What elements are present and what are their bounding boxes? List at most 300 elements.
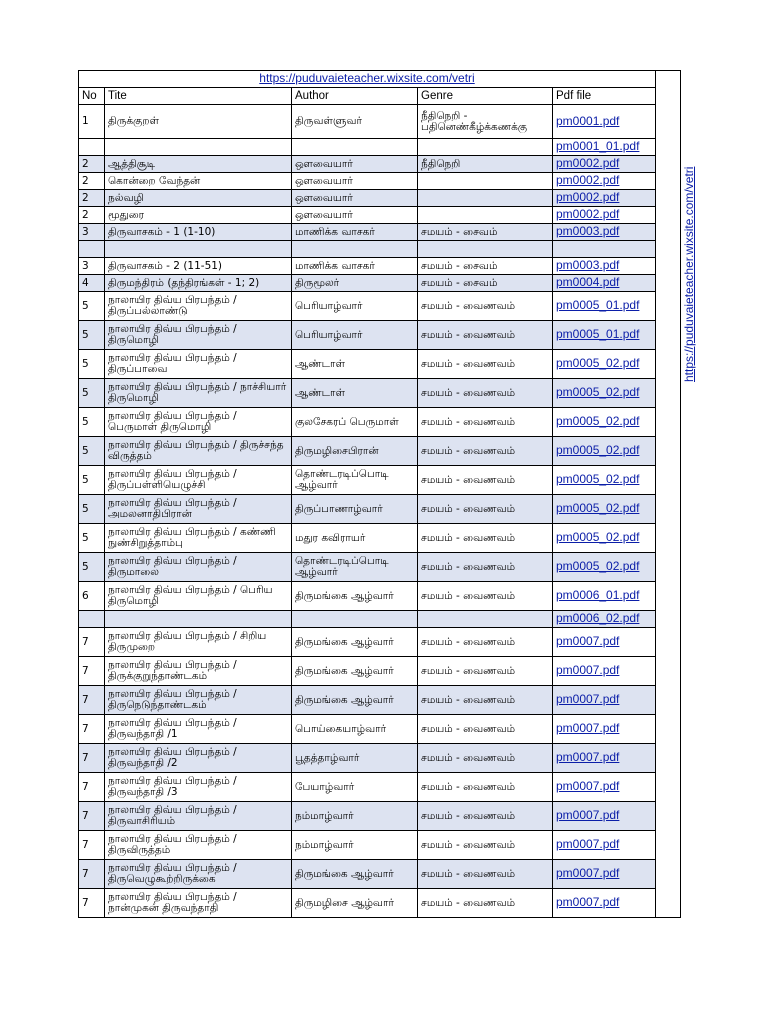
cell-title	[105, 802, 292, 831]
cell-author	[292, 350, 418, 379]
table-row	[79, 241, 681, 258]
table-row	[79, 495, 681, 524]
pdf-link[interactable]: pm0003.pdf	[556, 224, 620, 238]
cell-pdf	[553, 105, 656, 139]
pdf-link[interactable]: pm0005_01.pdf	[556, 327, 640, 341]
cell-pdf	[553, 258, 656, 275]
cell-author-text: திருமங்கை ஆழ்வார்	[295, 635, 394, 648]
cell-no	[79, 553, 105, 582]
cell-pdf	[553, 686, 656, 715]
cell-genre	[418, 190, 553, 207]
pdf-link[interactable]: pm0007.pdf	[556, 692, 620, 706]
cell-author	[292, 831, 418, 860]
cell-no	[79, 802, 105, 831]
cell-pdf	[553, 860, 656, 889]
pdf-link[interactable]: pm0007.pdf	[556, 808, 620, 822]
cell-no-text: 5	[82, 560, 89, 573]
cell-genre	[418, 860, 553, 889]
cell-title-text: நாலாயிர திவ்ய பிரபந்தம் / திருப்பாவை	[108, 352, 237, 375]
cell-no-text: 7	[82, 896, 89, 909]
cell-title	[105, 524, 292, 553]
table-row	[79, 105, 681, 139]
pdf-link[interactable]: pm0004.pdf	[556, 275, 620, 289]
cell-pdf	[553, 173, 656, 190]
cell-genre	[418, 657, 553, 686]
cell-pdf	[553, 466, 656, 495]
cell-title-text: நாலாயிர திவ்ய பிரபந்தம் / கண்ணி நுண்சிறுத்தாம்பு	[108, 526, 276, 549]
table-row	[79, 860, 681, 889]
cell-genre-text: சமயம் - சைவம்	[421, 259, 498, 272]
cell-title	[105, 224, 292, 241]
cell-pdf	[553, 408, 656, 437]
cell-author	[292, 173, 418, 190]
cell-genre-text: சமயம் - வைணவம்	[421, 444, 516, 457]
cell-author-text: நம்மாழ்வார்	[295, 838, 354, 851]
pdf-link[interactable]: pm0001.pdf	[556, 113, 620, 128]
cell-author	[292, 156, 418, 173]
cell-title-text: நாலாயிர திவ்ய பிரபந்தம் / பெரிய திருமொழி	[108, 584, 273, 607]
cell-pdf	[553, 292, 656, 321]
cell-pdf	[553, 437, 656, 466]
cell-genre-text: சமயம் - வைணவம்	[421, 838, 516, 851]
cell-title-text: நாலாயிர திவ்ய பிரபந்தம் / பெருமாள் திருமொழி	[108, 410, 237, 433]
cell-genre	[418, 139, 553, 156]
cell-no	[79, 173, 105, 190]
cell-author-text: திருமூலர்	[295, 276, 340, 289]
side-margin-cell	[656, 71, 681, 918]
cell-title-text: நாலாயிர திவ்ய பிரபந்தம் / திருவந்தாதி /1	[108, 717, 237, 740]
site-url-link[interactable]: https://puduvaieteacher.wixsite.com/vetri	[259, 71, 475, 85]
pdf-link[interactable]: pm0002.pdf	[556, 190, 620, 204]
cell-author	[292, 524, 418, 553]
cell-genre	[418, 173, 553, 190]
cell-author	[292, 190, 418, 207]
pdf-link[interactable]: pm0005_02.pdf	[556, 530, 640, 544]
cell-title	[105, 292, 292, 321]
cell-no	[79, 437, 105, 466]
cell-genre-text: சமயம் - வைணவம்	[421, 589, 516, 602]
cell-title-text: திருக்குறள்	[108, 115, 159, 127]
cell-no-text: 5	[82, 299, 89, 312]
cell-author	[292, 258, 418, 275]
cell-genre	[418, 408, 553, 437]
cell-genre	[418, 207, 553, 224]
cell-genre	[418, 258, 553, 275]
pdf-link[interactable]: pm0002.pdf	[556, 207, 620, 221]
cell-author-text: மாணிக்க வாசகர்	[295, 225, 375, 238]
table-row	[79, 379, 681, 408]
cell-pdf	[553, 744, 656, 773]
cell-author	[292, 321, 418, 350]
cell-author	[292, 715, 418, 744]
table-row	[79, 715, 681, 744]
pdf-link[interactable]: pm0003.pdf	[556, 258, 620, 272]
cell-genre	[418, 350, 553, 379]
cell-author	[292, 495, 418, 524]
cell-author	[292, 628, 418, 657]
cell-no	[79, 350, 105, 379]
cell-no-text: 7	[82, 751, 89, 764]
cell-no	[79, 190, 105, 207]
cell-title	[105, 715, 292, 744]
cell-author-text: திருமங்கை ஆழ்வார்	[295, 693, 394, 706]
cell-no-text: 2	[82, 157, 89, 170]
table-row	[79, 553, 681, 582]
table-row	[79, 292, 681, 321]
cell-no	[79, 715, 105, 744]
cell-author	[292, 860, 418, 889]
cell-author	[292, 553, 418, 582]
cell-author-text: குலசேகரப் பெருமாள்	[295, 415, 399, 428]
table-row	[79, 437, 681, 466]
pdf-link[interactable]: pm0007.pdf	[556, 895, 620, 909]
header-pdf: Pdf file	[553, 88, 656, 105]
cell-pdf	[553, 715, 656, 744]
cell-title	[105, 744, 292, 773]
cell-title	[105, 553, 292, 582]
table-row	[79, 744, 681, 773]
cell-no	[79, 408, 105, 437]
table-row	[79, 173, 681, 190]
cell-pdf	[553, 156, 656, 173]
cell-title	[105, 408, 292, 437]
cell-no	[79, 860, 105, 889]
cell-genre-text: சமயம் - சைவம்	[421, 276, 498, 289]
cell-genre	[418, 437, 553, 466]
cell-pdf	[553, 582, 656, 611]
table-row	[79, 524, 681, 553]
pdf-link[interactable]: pm0002.pdf	[556, 173, 620, 187]
cell-genre	[418, 275, 553, 292]
cell-title	[105, 860, 292, 889]
cell-author	[292, 408, 418, 437]
cell-author	[292, 437, 418, 466]
cell-no	[79, 258, 105, 275]
cell-no	[79, 889, 105, 918]
pdf-link[interactable]: pm0007.pdf	[556, 779, 620, 793]
cell-no-text: 3	[82, 259, 89, 272]
cell-title-text: மூதுரை	[108, 208, 145, 221]
header-author: Author	[292, 88, 418, 105]
cell-author	[292, 773, 418, 802]
cell-genre-text: சமயம் - வைணவம்	[421, 867, 516, 880]
table-row	[79, 466, 681, 495]
cell-pdf	[553, 275, 656, 292]
pdf-link[interactable]: pm0006_02.pdf	[556, 611, 640, 625]
cell-author-text: ஆண்டாள்	[295, 386, 345, 399]
cell-author-text: ஔவையார்	[295, 174, 353, 187]
cell-no	[79, 105, 105, 139]
pdf-link[interactable]: pm0005_02.pdf	[556, 356, 640, 370]
cell-genre-text: சமயம் - வைணவம்	[421, 357, 516, 370]
cell-author-text: ஆண்டாள்	[295, 357, 345, 370]
cell-no	[79, 582, 105, 611]
table-row	[79, 628, 681, 657]
cell-author-text: மதுர கவிராயர்	[295, 531, 366, 544]
cell-author	[292, 207, 418, 224]
cell-pdf	[553, 553, 656, 582]
cell-title-text: நாலாயிர திவ்ய பிரபந்தம் / திருவிருத்தம்	[108, 833, 237, 856]
cell-pdf	[553, 611, 656, 628]
cell-genre	[418, 611, 553, 628]
cell-author-text: தொண்டரடிப்பொடி ஆழ்வார்	[295, 468, 389, 491]
cell-author-text: பெரியாழ்வார்	[295, 299, 363, 312]
url-row	[79, 71, 681, 88]
pdf-link[interactable]: pm0001_01.pdf	[556, 139, 640, 153]
cell-no	[79, 321, 105, 350]
cell-genre	[418, 773, 553, 802]
cell-author	[292, 139, 418, 156]
cell-title	[105, 437, 292, 466]
cell-author	[292, 275, 418, 292]
table-row	[79, 611, 681, 628]
table-row	[79, 802, 681, 831]
table-row	[79, 275, 681, 292]
cell-title-text: நாலாயிர திவ்ய பிரபந்தம் / அமலனாதிபிரான்	[108, 497, 237, 520]
cell-author	[292, 657, 418, 686]
cell-pdf	[553, 657, 656, 686]
cell-author-text: ஔவையார்	[295, 157, 353, 170]
cell-title-text: திருவாசகம் - 1 (1-10)	[108, 225, 216, 238]
cell-author	[292, 611, 418, 628]
cell-no-text: 1	[82, 115, 89, 127]
cell-title	[105, 773, 292, 802]
cell-no	[79, 628, 105, 657]
pdf-link[interactable]: pm0007.pdf	[556, 750, 620, 764]
cell-author-text: திருப்பாணாழ்வார்	[295, 502, 383, 515]
pdf-link[interactable]: pm0002.pdf	[556, 156, 620, 170]
cell-genre	[418, 831, 553, 860]
cell-title-text: நாலாயிர திவ்ய பிரபந்தம் / நாச்சியார் திருமொழி	[108, 381, 287, 404]
pdf-link[interactable]: pm0006_01.pdf	[556, 588, 640, 602]
cell-no	[79, 292, 105, 321]
cell-author-text: ஔவையார்	[295, 191, 353, 204]
pdf-link[interactable]: pm0005_02.pdf	[556, 472, 640, 486]
table-row	[79, 831, 681, 860]
cell-pdf	[553, 321, 656, 350]
table-row	[79, 321, 681, 350]
cell-genre-text: சமயம் - வைணவம்	[421, 415, 516, 428]
cell-author-text: பெரியாழ்வார்	[295, 328, 363, 341]
cell-no	[79, 466, 105, 495]
cell-author-text: பொய்கையாழ்வார்	[295, 722, 387, 735]
cell-title	[105, 466, 292, 495]
cell-genre-text: சமயம் - வைணவம்	[421, 386, 516, 399]
cell-no-text: 7	[82, 867, 89, 880]
cell-genre	[418, 582, 553, 611]
cell-title-text: நாலாயிர திவ்ய பிரபந்தம் / திருச்சந்த விருத்தம்	[108, 439, 284, 462]
pdf-link[interactable]: pm0005_02.pdf	[556, 443, 640, 457]
cell-author-text: திருமங்கை ஆழ்வார்	[295, 664, 394, 677]
cell-genre	[418, 715, 553, 744]
cell-title	[105, 207, 292, 224]
cell-no	[79, 207, 105, 224]
pdf-link[interactable]: pm0007.pdf	[556, 634, 620, 648]
cell-genre	[418, 744, 553, 773]
cell-no-text: 7	[82, 635, 89, 648]
cell-pdf	[553, 831, 656, 860]
cell-pdf	[553, 350, 656, 379]
table-row	[79, 657, 681, 686]
cell-author	[292, 379, 418, 408]
pdf-link[interactable]: pm0007.pdf	[556, 663, 620, 677]
cell-genre	[418, 224, 553, 241]
cell-no-text: 5	[82, 386, 89, 399]
header-title: Tite	[105, 88, 292, 105]
cell-author	[292, 241, 418, 258]
cell-genre	[418, 105, 553, 139]
pdf-link[interactable]: pm0005_02.pdf	[556, 501, 640, 515]
pdf-link[interactable]: pm0005_02.pdf	[556, 385, 640, 399]
cell-author-text: திருமழிசைபிரான்	[295, 444, 379, 457]
cell-pdf	[553, 628, 656, 657]
cell-no	[79, 831, 105, 860]
cell-genre	[418, 524, 553, 553]
table-row	[79, 773, 681, 802]
cell-no-text: 3	[82, 225, 89, 238]
cell-title-text: நாலாயிர திவ்ய பிரபந்தம் / திருப்பல்லாண்டு	[108, 294, 237, 317]
cell-pdf	[553, 495, 656, 524]
cell-no-text: 6	[82, 589, 89, 602]
pdf-link[interactable]: pm0007.pdf	[556, 721, 620, 735]
cell-no	[79, 156, 105, 173]
cell-genre-text: சமயம் - சைவம்	[421, 225, 498, 238]
cell-genre-text: சமயம் - வைணவம்	[421, 809, 516, 822]
cell-title-text: நாலாயிர திவ்ய பிரபந்தம் / நான்முகன் திருவந்தாதி	[108, 891, 237, 914]
cell-no	[79, 224, 105, 241]
cell-title-text: நாலாயிர திவ்ய பிரபந்தம் / திருவாசிரியம்	[108, 804, 237, 827]
cell-genre-text: சமயம் - வைணவம்	[421, 531, 516, 544]
cell-no-text: 7	[82, 664, 89, 677]
cell-author-text: ஔவையார்	[295, 208, 353, 221]
cell-no-text: 5	[82, 444, 89, 457]
cell-no	[79, 773, 105, 802]
url-cell	[79, 71, 656, 88]
cell-genre-text: சமயம் - வைணவம்	[421, 328, 516, 341]
cell-genre	[418, 495, 553, 524]
cell-genre-text: சமயம் - வைணவம்	[421, 299, 516, 312]
pdf-link[interactable]: pm0005_02.pdf	[556, 414, 640, 428]
cell-genre-text: சமயம் - வைணவம்	[421, 635, 516, 648]
cell-genre	[418, 553, 553, 582]
cell-author	[292, 582, 418, 611]
cell-pdf	[553, 889, 656, 918]
cell-genre	[418, 628, 553, 657]
cell-no-text: 2	[82, 208, 89, 221]
header-row	[79, 88, 681, 105]
cell-title	[105, 686, 292, 715]
cell-author-text: திருமங்கை ஆழ்வார்	[295, 867, 394, 880]
cell-author-text: பூதத்தாழ்வார்	[295, 751, 360, 764]
cell-title	[105, 379, 292, 408]
cell-title-text: திருமந்திரம் (தந்திரங்கள் - 1; 2)	[108, 276, 260, 289]
table-row	[79, 156, 681, 173]
pdf-link[interactable]: pm0005_02.pdf	[556, 559, 640, 573]
cell-no	[79, 241, 105, 258]
cell-no-text: 7	[82, 780, 89, 793]
cell-title	[105, 889, 292, 918]
cell-title-text: நாலாயிர திவ்ய பிரபந்தம் / திருப்பள்ளியெழுச்சி	[108, 468, 237, 491]
cell-title	[105, 139, 292, 156]
pdf-link[interactable]: pm0007.pdf	[556, 866, 620, 880]
vertical-site-url-link[interactable]: https://puduvaieteacher.wixsite.com/vetri	[682, 166, 696, 382]
cell-no-text: 4	[82, 276, 89, 289]
cell-title-text: நாலாயிர திவ்ய பிரபந்தம் / திருவெழுகூற்றிருக்கை	[108, 862, 237, 885]
table-row	[79, 224, 681, 241]
cell-author	[292, 802, 418, 831]
cell-no-text: 5	[82, 357, 89, 370]
cell-title-text: நாலாயிர திவ்ய பிரபந்தம் / திருவந்தாதி /2	[108, 746, 237, 769]
cell-genre-text: சமயம் - வைணவம்	[421, 560, 516, 573]
cell-title	[105, 657, 292, 686]
cell-no	[79, 139, 105, 156]
cell-genre-text: நீதிநெறி - பதினெண்கீழ்க்கணக்கு	[421, 109, 528, 133]
header-genre: Genre	[418, 88, 553, 105]
cell-title	[105, 241, 292, 258]
cell-pdf	[553, 224, 656, 241]
cell-author-text: நம்மாழ்வார்	[295, 809, 354, 822]
cell-pdf	[553, 207, 656, 224]
cell-pdf	[553, 524, 656, 553]
cell-title-text: நாலாயிர திவ்ய பிரபந்தம் / சிறிய திருமுறை	[108, 630, 267, 653]
cell-no-text: 5	[82, 502, 89, 515]
cell-genre-text: சமயம் - வைணவம்	[421, 896, 516, 909]
cell-no-text: 7	[82, 809, 89, 822]
table-row	[79, 258, 681, 275]
header-no: No	[79, 88, 105, 105]
cell-title-text: நாலாயிர திவ்ய பிரபந்தம் / திருவந்தாதி /3	[108, 775, 237, 798]
cell-no-text: 2	[82, 191, 89, 204]
cell-title-text: திருவாசகம் - 2 (11-51)	[108, 259, 223, 272]
cell-genre-text: சமயம் - வைணவம்	[421, 780, 516, 793]
cell-title	[105, 105, 292, 139]
cell-genre	[418, 466, 553, 495]
cell-no-text: 2	[82, 174, 89, 187]
table-row	[79, 408, 681, 437]
cell-genre	[418, 889, 553, 918]
cell-title	[105, 350, 292, 379]
table-row	[79, 190, 681, 207]
cell-title	[105, 831, 292, 860]
cell-title	[105, 173, 292, 190]
cell-author	[292, 744, 418, 773]
cell-genre-text: சமயம் - வைணவம்	[421, 693, 516, 706]
cell-no	[79, 495, 105, 524]
table-row	[79, 686, 681, 715]
cell-title-text: நல்வழி	[108, 191, 144, 204]
cell-genre-text: சமயம் - வைணவம்	[421, 722, 516, 735]
cell-genre	[418, 321, 553, 350]
cell-title	[105, 495, 292, 524]
cell-no-text: 5	[82, 531, 89, 544]
cell-no-text: 5	[82, 328, 89, 341]
cell-title	[105, 321, 292, 350]
cell-author	[292, 466, 418, 495]
cell-title	[105, 628, 292, 657]
cell-title-text: கொன்றை வேந்தன்	[108, 174, 201, 187]
cell-title	[105, 258, 292, 275]
cell-pdf	[553, 802, 656, 831]
pdf-link[interactable]: pm0007.pdf	[556, 837, 620, 851]
cell-title-text: நாலாயிர திவ்ய பிரபந்தம் / திருமாலை	[108, 555, 237, 578]
cell-title-text: நாலாயிர திவ்ய பிரபந்தம் / திருக்குறுந்தாண்டகம்	[108, 659, 237, 682]
pdf-link[interactable]: pm0005_01.pdf	[556, 298, 640, 312]
cell-author	[292, 889, 418, 918]
cell-no-text: 7	[82, 722, 89, 735]
cell-genre-text: சமயம் - வைணவம்	[421, 664, 516, 677]
cell-title	[105, 582, 292, 611]
cell-no	[79, 611, 105, 628]
